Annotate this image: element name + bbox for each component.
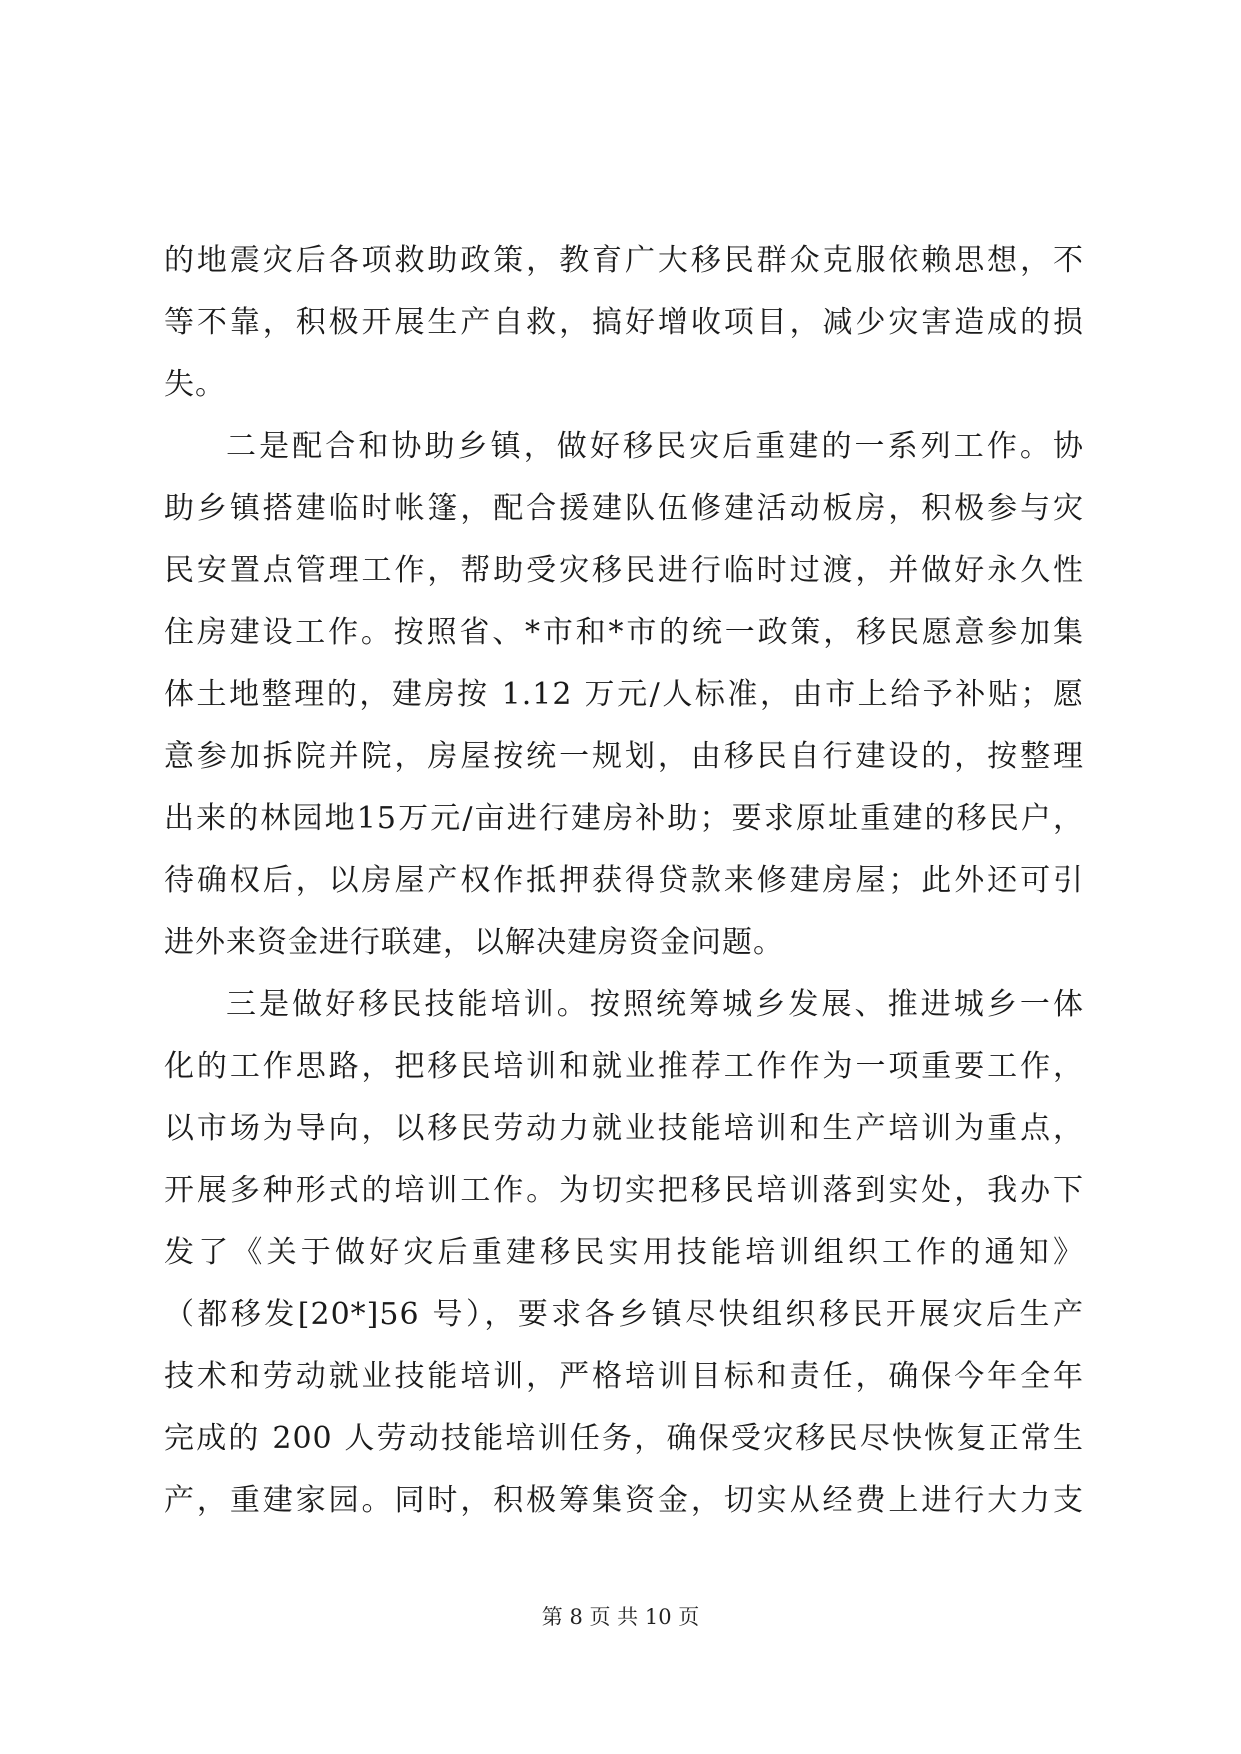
text-line: 助乡镇搭建临时帐篷，配合援建队伍修建活动板房，积极参与灾: [164, 491, 1084, 526]
body-text: [164, 230, 1084, 1532]
text-line: 意参加拆院并院，房屋按统一规划，由移民自行建设的，按整理: [164, 739, 1084, 774]
text-line: 发了《关于做好灾后重建移民实用技能培训组织工作的通知》: [164, 1235, 1084, 1270]
text-line: （都移发[20*]56 号），要求各乡镇尽快组织移民开展灾后生产: [164, 1297, 1084, 1332]
paragraph: [164, 974, 1084, 1532]
text-line: 开展多种形式的培训工作。为切实把移民培训落到实处，我办下: [164, 1173, 1084, 1208]
text-line: 进外来资金进行联建，以解决建房资金问题。: [164, 925, 784, 960]
text-line: 等不靠，积极开展生产自救，搞好增收项目，减少灾害造成的损: [164, 305, 1084, 340]
text-line: 技术和劳动就业技能培训，严格培训目标和责任，确保今年全年: [164, 1359, 1084, 1394]
text-line: 产，重建家园。同时，积极筹集资金，切实从经费上进行大力支: [164, 1483, 1084, 1518]
text-line: 完成的 200 人劳动技能培训任务，确保受灾移民尽快恢复正常生: [164, 1421, 1084, 1456]
text-line: 失。: [164, 367, 226, 402]
text-line: 以市场为导向，以移民劳动力就业技能培训和生产培训为重点，: [164, 1111, 1084, 1146]
text-line: 体土地整理的，建房按 1.12 万元/人标准，由市上给予补贴；愿: [164, 677, 1084, 712]
text-line: 出来的林园地15万元/亩进行建房补助；要求原址重建的移民户，: [164, 801, 1084, 836]
text-line: 民安置点管理工作，帮助受灾移民进行临时过渡，并做好永久性: [164, 553, 1084, 588]
text-line: 的地震灾后各项救助政策，教育广大移民群众克服依赖思想，不: [164, 243, 1084, 278]
page-number-footer: 第 8 页 共 10 页: [541, 1605, 700, 1629]
text-line: 二是配合和协助乡镇，做好移民灾后重建的一系列工作。协: [226, 429, 1084, 464]
text-line: 住房建设工作。按照省、*市和*市的统一政策，移民愿意参加集: [164, 615, 1084, 650]
paragraph: [164, 416, 1084, 974]
text-line: 化的工作思路，把移民培训和就业推荐工作作为一项重要工作，: [164, 1049, 1084, 1084]
text-line: 待确权后，以房屋产权作抵押获得贷款来修建房屋；此外还可引: [164, 863, 1084, 898]
paragraph: [164, 230, 1084, 416]
text-line: 三是做好移民技能培训。按照统筹城乡发展、推进城乡一体: [226, 987, 1084, 1022]
